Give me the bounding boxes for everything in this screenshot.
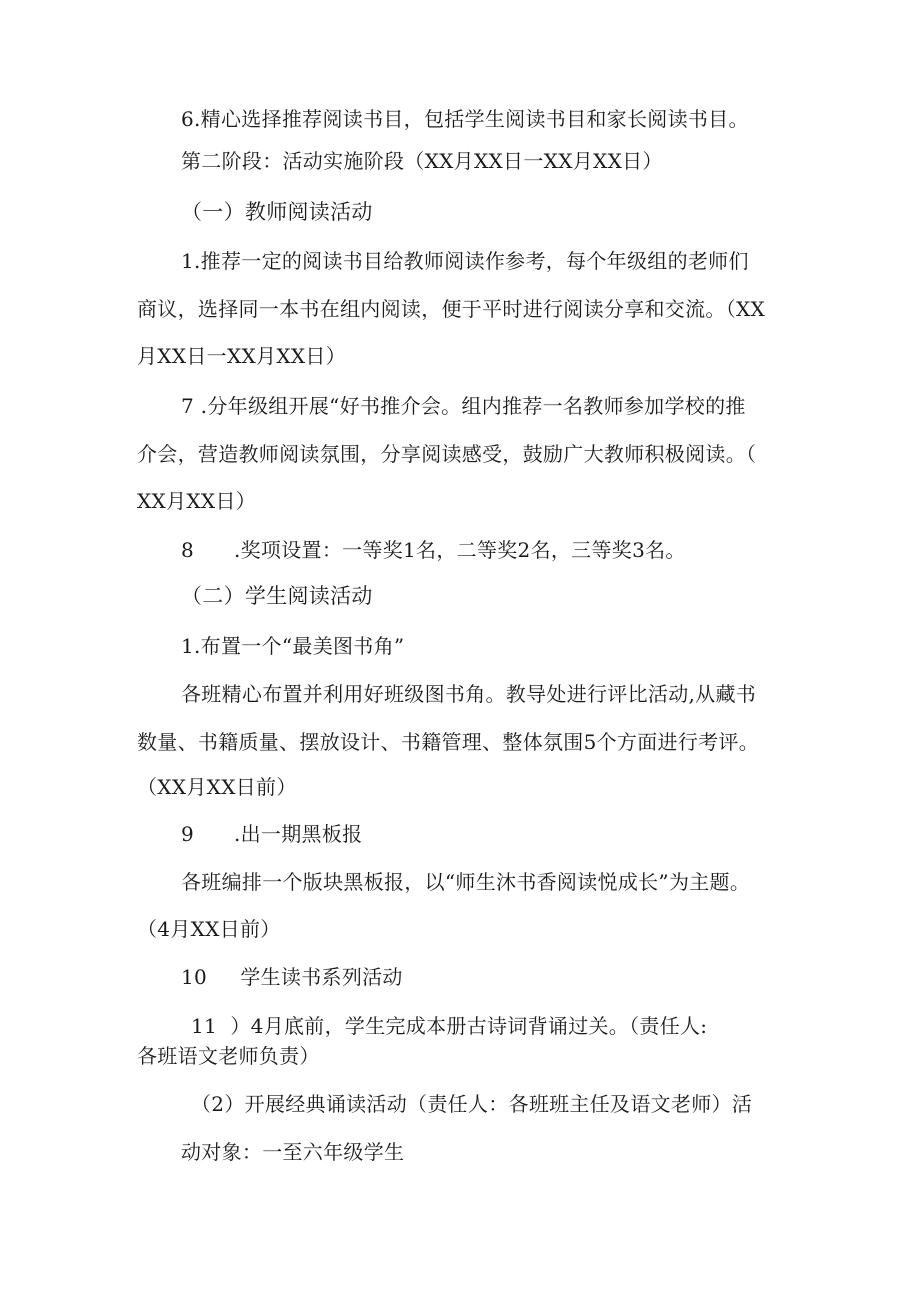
teacher-item-7-line-2: 介会，营造教师阅读氛围，分享阅读感受，鼓励广大教师积极阅读。（ [137, 442, 757, 466]
student-item-1-title: 1.布置一个“最美图书角” [181, 634, 405, 658]
student-item-2-line-2: 动对象：一至六年级学生 [181, 1140, 405, 1164]
section-teacher-reading-heading: （一）教师阅读活动 [181, 200, 373, 224]
student-item-9-title: 9 .出一期黑板报 [181, 822, 363, 846]
student-item-9-desc-line-1: 各班编排一个版块黑板报，以“师生沐书香阅读悦成长”为主题。 [181, 870, 751, 894]
teacher-item-8-awards: 8 .奖项设置：一等奖1名，二等奖2名，三等奖3名。 [181, 538, 686, 562]
teacher-item-1-line-1: 1.推荐一定的阅读书目给教师阅读作参考，每个年级组的老师们 [181, 249, 749, 273]
student-item-10-title: 10 学生读书系列活动 [181, 965, 403, 989]
student-item-1-desc-line-1: 各班精心布置并利用好班级图书角。教导处进行评比活动,从藏书 [181, 682, 757, 706]
stage-two-heading: 第二阶段：活动实施阶段（XX月XX日一XX月XX日） [181, 149, 663, 173]
item-6-text: 6.精心选择推荐阅读书目，包括学生阅读书目和家长阅读书目。 [181, 107, 749, 131]
student-item-11-line-1: 11 ）4月底前，学生完成本册古诗词背诵过关。（责任人: [191, 1014, 708, 1038]
student-item-9-desc-line-2: （4月XX日前） [137, 917, 281, 941]
teacher-item-1-line-3: 月XX日一XX月XX日） [137, 344, 347, 368]
student-item-2-line-1: （2）开展经典诵读活动（责任人：各班班主任及语文老师）活 [191, 1092, 753, 1116]
student-item-1-desc-line-2: 数量、书籍质量、摆放设计、书籍管理、整体氛围5个方面进行考评。 [137, 730, 760, 754]
student-item-1-desc-line-3: （XX月XX日前） [137, 775, 297, 799]
section-student-reading-heading: （二）学生阅读活动 [181, 584, 373, 608]
teacher-item-1-line-2: 商议，选择同一本书在组内阅读，便于平时进行阅读分享和交流。（XX [137, 297, 766, 321]
teacher-item-7-line-3: XX月XX日） [137, 489, 257, 513]
student-item-11-line-2: 各班语文老师负责） [137, 1044, 320, 1068]
teacher-item-7-line-1: 7 .分年级组开展“好书推介会。组内推荐一名教师参加学校的推 [181, 394, 746, 418]
